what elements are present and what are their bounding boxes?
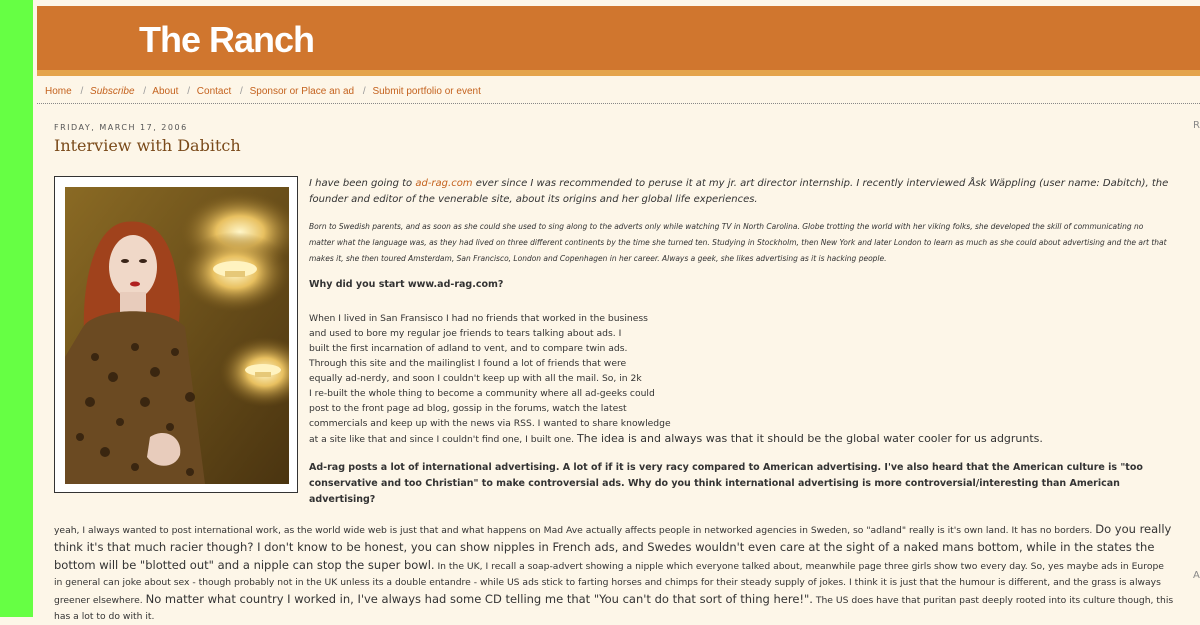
question-1: Why did you start www.ad-rag.com? [309,279,504,290]
post-title[interactable]: Interview with Dabitch [54,136,241,155]
answer-2-text: The US does have that puritan past deeply rooted into its culture though, this has a lot to do with it. [54,595,1174,622]
answer-1-line: Through this site and the mailinglist I found a lot of friends that were [309,358,627,369]
post-date: FRIDAY, MARCH 17, 2006 [54,123,188,132]
question-2: Ad-rag posts a lot of international advertising. A lot of if it is very racy compared to American advertising. I've also heard that the American culture is "too conservative and too Christian" to make controversial ads. Why do you think international advertising is more controversial/interesting than American advertising? [309,462,1143,505]
answer-1-text: at a site like that and since I couldn't find one, I built one. [309,434,577,445]
nav-sponsor[interactable]: Sponsor or Place an ad [249,86,355,97]
nav-separator: / [362,86,366,97]
ad-rag-link[interactable]: ad-rag.com [415,178,473,189]
bio-paragraph: Born to Swedish parents, and as soon as she could she used to sing along to the adverts only while watching TV in North Carolina. Globe trotting the world with her viking folks, she developed the skill of communicating no matter what the language was, as they had lived on three different continents by the time she turned ten. Studying in Stockholm, then New York and later London to learn as much as she could about advertising and the art that makes it, she then toured Amsterdam, San Francisco, London and Copenhagen in her career. Always a geek, she likes advertising as it is hacking people. [309,222,1167,263]
answer-1-line: I re-built the whole thing to become a community where all ad-geeks could [309,388,655,399]
answer-1 [309,311,1043,447]
answer-1-line [309,431,1043,447]
answer-1-line: built the first incarnation of adland to vent, and to compare twin ads. [309,343,628,354]
answer-2-highlight: No matter what country I worked in, I've always had some CD telling me that "You can't do that sort of thing here!". [145,592,813,606]
site-header [37,6,1200,76]
left-green-bar [0,0,33,617]
nav-separator: / [80,86,84,97]
intro-text: I have been going to [309,178,416,189]
answer-1-highlight: The idea is and always was that it should be the global water cooler for us adgrunts. [577,432,1043,445]
answer-2-highlight: Do you really think it's that much racier though? I don't know to be honest, you can show nipples in French ads, and Swedes wouldn't even care at the sight of a naked mans bottom, while in the states the bottom will be "blotted out" and a nipple can stop the super bowl. [54,522,1172,572]
top-nav [45,86,481,97]
answer-1-line: equally ad-nerdy, and soon I couldn't keep up with all the mail. So, in 2k [309,373,642,384]
nav-about[interactable]: About [152,86,179,97]
answer-2-text: In the UK, I recall a soap-advert showing a nipple which everyone talked about, meanwhile page three girls show two every day. So, yes maybe ads in Europe in general can joke about sex - though probably not in the UK unless its a double entandre - while US ads stick to farting horses and chimps for their steady supply of jokes. I think it is just that the humour is different, and the grass is always greener elsewhere. [54,561,1164,606]
portrait-frame [54,176,298,493]
answer-1-line: When I lived in San Fransisco I had no friends that worked in the business [309,313,648,324]
nav-home[interactable]: Home [45,86,72,97]
answer-2-paragraph [54,521,1174,625]
sidebar-edge-text: A [1193,570,1200,581]
post-body [309,176,1169,508]
nav-separator: / [187,86,190,97]
portrait-illustration [65,187,289,484]
answer-2 [54,521,1174,625]
nav-separator: / [240,86,243,97]
nav-divider [37,103,1200,104]
nav-submit[interactable]: Submit portfolio or event [372,86,481,97]
answer-1-line: commercials and keep up with the news via RSS. I wanted to share knowledge [309,418,671,429]
site-title[interactable]: The Ranch [139,19,315,60]
answer-1-line: and used to bore my regular joe friends to tears talking about ads. I [309,328,622,339]
answer-1-line: post to the front page ad blog, gossip in the forums, watch the latest [309,403,627,414]
answer-2-text: yeah, I always wanted to post international work, as the world wide web is just that and what happens on Mad Ave actually affects people in networked agencies in Sweden, so "adland" really is it's own land. It has no borders. [54,525,1096,536]
nav-subscribe[interactable]: Subscribe [90,86,135,97]
sidebar-edge-text: R [1193,120,1200,131]
intro-paragraph [309,176,1169,208]
portrait-photo[interactable] [65,187,289,484]
intro-text: ever since I was recommended to peruse it at my jr. art director internship. I recently interviewed Åsk Wäppling (user name: Dabitch), the founder and editor of the venerable site, about its origins and her global life experiences. [309,178,1169,205]
nav-separator: / [143,86,147,97]
nav-contact[interactable]: Contact [196,86,232,97]
